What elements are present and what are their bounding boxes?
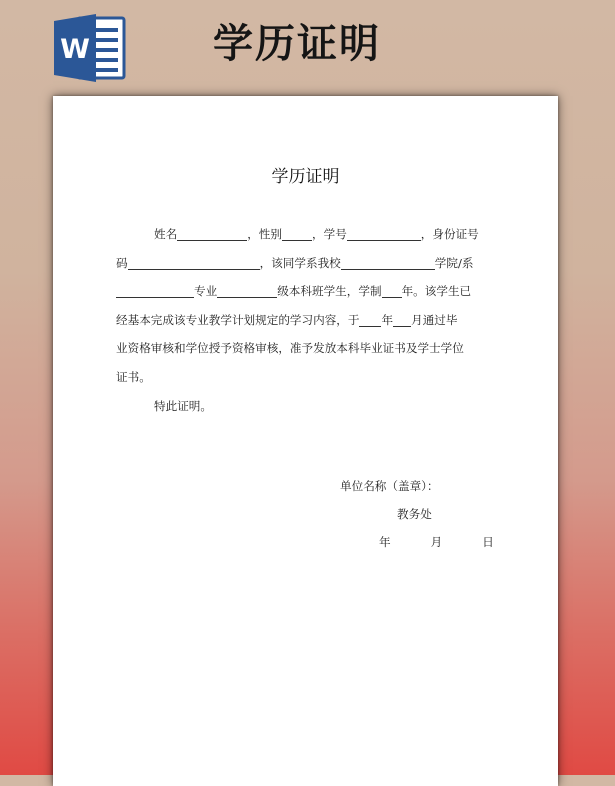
word-document-icon xyxy=(52,12,128,84)
completion-month-blank xyxy=(393,312,411,327)
month-text: 月通过毕 xyxy=(411,312,458,327)
paragraph-line-2 xyxy=(116,249,494,278)
certificate-text: 证书。 xyxy=(116,369,151,384)
student-id-label: ，学号 xyxy=(312,227,347,241)
completion-year-blank xyxy=(359,312,381,327)
date-day: 日 xyxy=(482,535,494,549)
id-card-label-cont: 码 xyxy=(116,255,128,270)
major-blank xyxy=(116,283,194,298)
date-year: 年 xyxy=(379,535,391,549)
paragraph-line-6 xyxy=(116,363,494,392)
document-page xyxy=(53,96,558,786)
paragraph-line-3 xyxy=(116,277,494,306)
header-title: 学历证明 xyxy=(213,21,381,67)
college-label: 学院/系 xyxy=(434,255,474,270)
year-unit: 年 xyxy=(381,312,394,327)
student-id-blank xyxy=(347,226,421,241)
signature-date xyxy=(379,534,494,550)
gender-label: ，性别 xyxy=(247,227,282,241)
id-card-blank xyxy=(128,255,260,270)
document-body xyxy=(116,220,494,420)
signature-department: 教务处 xyxy=(397,507,432,521)
paragraph-line-1 xyxy=(116,220,494,249)
signature-unit-label: 单位名称（盖章）： xyxy=(340,479,439,493)
gender-blank xyxy=(282,226,312,241)
id-card-label: ，身份证号 xyxy=(420,227,479,241)
grade-blank xyxy=(217,283,277,298)
qualification-text: 业资格审核和学位授予资格审核，准予发放本科毕业证书及学士学位 xyxy=(116,341,464,356)
years-text: 年。该学生已 xyxy=(401,284,472,299)
name-label: 姓名 xyxy=(154,227,178,241)
date-month: 月 xyxy=(430,535,443,549)
name-blank xyxy=(177,226,247,241)
document-title: 学历证明 xyxy=(271,167,340,187)
grade-text: 级本科班学生，学制 xyxy=(277,284,382,299)
closing-line xyxy=(116,392,494,421)
word-icon-letter: W xyxy=(60,34,90,65)
completion-text: 经基本完成该专业教学计划规定的学习内容，于 xyxy=(116,312,360,327)
closing-text: 特此证明。 xyxy=(154,398,212,413)
major-label: 专业 xyxy=(194,284,218,299)
years-blank xyxy=(382,283,402,298)
paragraph-line-5 xyxy=(116,334,494,363)
school-text: ，该同学系我校 xyxy=(259,255,341,270)
college-blank xyxy=(341,255,435,270)
paragraph-line-4 xyxy=(116,306,494,335)
